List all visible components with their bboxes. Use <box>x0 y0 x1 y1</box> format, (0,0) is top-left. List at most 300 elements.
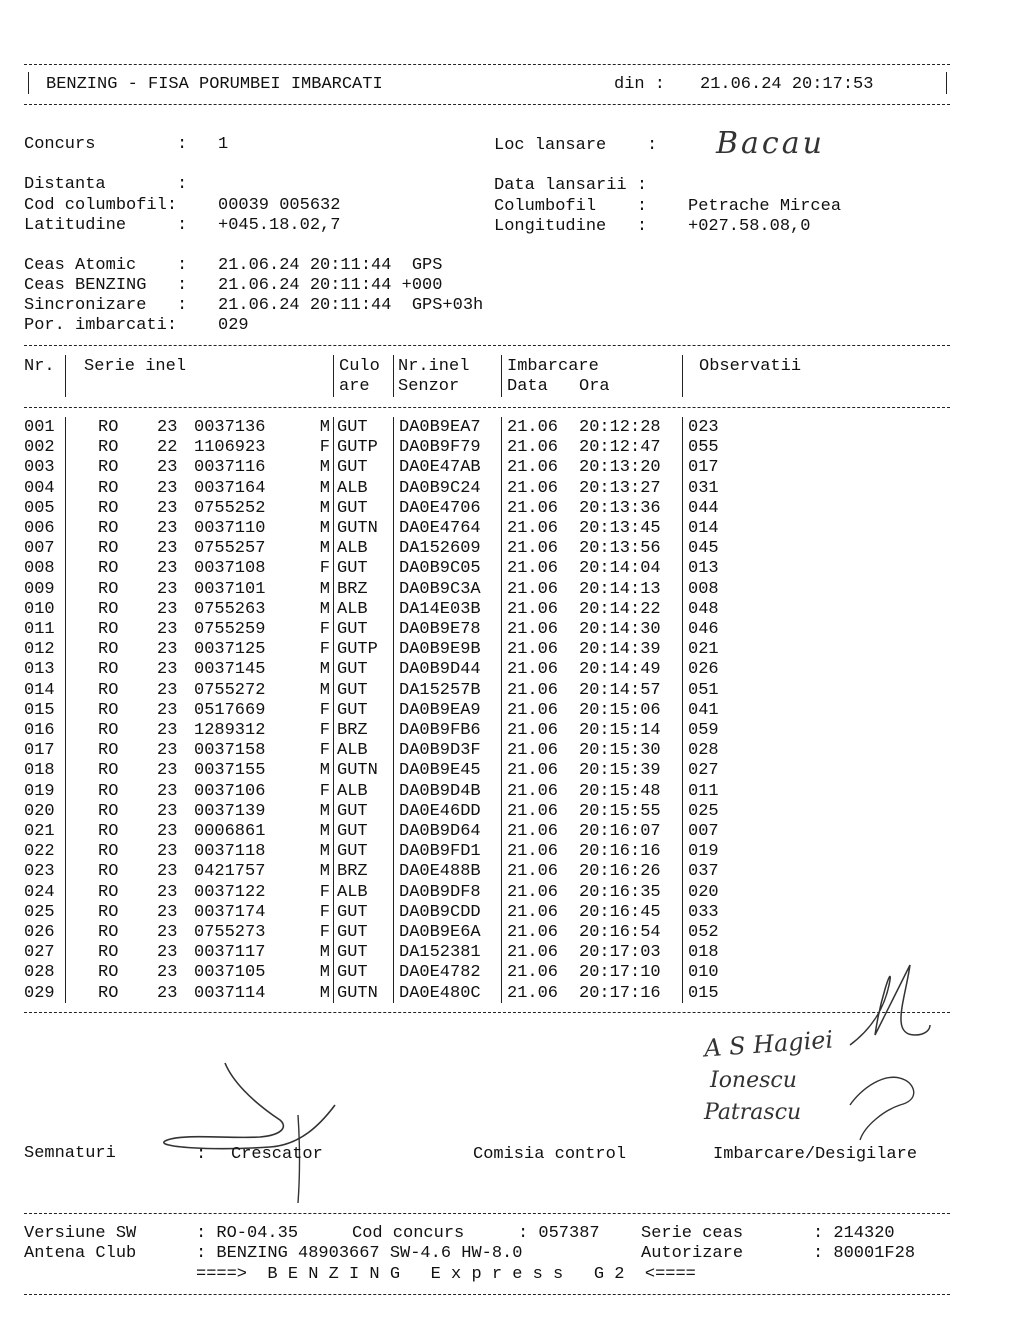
cell-ora: 20:13:36 <box>579 498 661 518</box>
cell-nr: 016 <box>24 721 55 740</box>
cell-obs: 046 <box>688 620 719 639</box>
cell-sex: M <box>319 579 330 599</box>
cell-sex: M <box>319 822 330 841</box>
cell-culoare: GUT <box>337 498 368 518</box>
cell-sex: M <box>319 963 330 983</box>
cell-nr: 011 <box>24 620 55 639</box>
cell-senzor: DA0B9C24 <box>399 478 481 498</box>
cell-obs: 031 <box>688 478 719 498</box>
cell-sex: M <box>319 761 330 781</box>
cell-numar: 0755257 <box>194 539 266 559</box>
versiune-value: : RO-04.35 <box>196 1224 299 1243</box>
cell-ora: 20:15:55 <box>579 801 661 821</box>
cell-numar: 1289312 <box>194 721 266 740</box>
cell-ora: 20:17:16 <box>579 983 661 1003</box>
cod-columbofil-value: 00039 005632 <box>218 196 341 215</box>
cell-sex: M <box>319 519 330 538</box>
cell-an: 23 <box>157 923 178 942</box>
cell-obs: 011 <box>688 781 719 801</box>
header-left-border <box>28 72 29 94</box>
cell-an: 23 <box>157 458 178 478</box>
cell-sex: M <box>319 478 330 498</box>
cell-culoare: GUT <box>337 963 368 983</box>
cell-nr: 002 <box>24 438 55 458</box>
cell-culoare: GUT <box>337 801 368 821</box>
cell-data: 21.06 <box>507 983 559 1003</box>
cod-concurs-label: Cod concurs <box>352 1224 465 1243</box>
cell-culoare: GUT <box>337 842 368 862</box>
cell-tara: RO <box>98 902 119 922</box>
cell-numar: 0037164 <box>194 478 266 498</box>
cell-obs: 007 <box>688 822 719 841</box>
cell-sex: M <box>319 599 330 619</box>
cell-numar: 0517669 <box>194 700 266 720</box>
cell-obs: 052 <box>688 923 719 942</box>
serie-ceas-label: Serie ceas <box>641 1224 744 1243</box>
cell-data: 21.06 <box>507 761 559 781</box>
cell-obs: 013 <box>688 559 719 579</box>
cell-tara: RO <box>98 438 119 458</box>
cell-data: 21.06 <box>507 680 559 700</box>
cell-numar: 0755273 <box>194 923 266 942</box>
table-row <box>24 640 954 660</box>
cell-senzor: DA0B9CDD <box>399 902 481 922</box>
cell-senzor: DA0B9E45 <box>399 761 481 781</box>
cell-an: 23 <box>157 882 178 902</box>
cell-obs: 014 <box>688 519 719 538</box>
cell-senzor: DA0E47AB <box>399 458 481 478</box>
cell-obs: 010 <box>688 963 719 983</box>
cell-an: 23 <box>157 519 178 538</box>
cell-senzor: DA0B9F79 <box>399 438 481 458</box>
body-col-divider <box>65 417 66 1003</box>
cell-tara: RO <box>98 943 119 963</box>
cell-numar: 0037158 <box>194 741 266 761</box>
body-col-divider <box>682 417 683 1003</box>
cell-an: 23 <box>157 741 178 761</box>
cell-obs: 025 <box>688 801 719 821</box>
cell-numar: 0037114 <box>194 983 266 1003</box>
cell-senzor: DA0B9D4B <box>399 781 481 801</box>
cell-ora: 20:16:54 <box>579 923 661 942</box>
cell-culoare: GUT <box>337 822 368 841</box>
cell-tara: RO <box>98 660 119 680</box>
cell-data: 21.06 <box>507 438 559 458</box>
table-row <box>24 458 954 478</box>
cell-tara: RO <box>98 923 119 942</box>
cell-sex: F <box>319 741 330 761</box>
cell-sex: M <box>319 418 330 437</box>
cell-tara: RO <box>98 801 119 821</box>
cell-obs: 048 <box>688 599 719 619</box>
cell-obs: 055 <box>688 438 719 458</box>
handwritten-signature-3: Patrascu <box>704 1100 802 1125</box>
table-header-top-rule <box>24 345 950 346</box>
cell-culoare: GUTP <box>337 640 378 660</box>
din-timestamp: 21.06.24 20:17:53 <box>700 75 874 94</box>
sincronizare-label: Sincronizare : <box>24 296 188 315</box>
cell-senzor: DA152609 <box>399 539 481 559</box>
cell-culoare: GUT <box>337 458 368 478</box>
cell-senzor: DA14E03B <box>399 599 481 619</box>
cell-culoare: GUT <box>337 418 368 437</box>
cell-an: 23 <box>157 902 178 922</box>
cell-obs: 041 <box>688 700 719 720</box>
table-row <box>24 782 954 802</box>
cell-numar: 0037136 <box>194 418 266 437</box>
cell-an: 23 <box>157 721 178 740</box>
cell-tara: RO <box>98 620 119 639</box>
cell-data: 21.06 <box>507 943 559 963</box>
cell-data: 21.06 <box>507 700 559 720</box>
cell-nr: 029 <box>24 983 55 1003</box>
cell-nr: 028 <box>24 963 55 983</box>
concurs-label: Concurs : <box>24 135 188 154</box>
table-row <box>24 701 954 721</box>
cell-obs: 044 <box>688 498 719 518</box>
cell-nr: 010 <box>24 599 55 619</box>
cell-obs: 015 <box>688 983 719 1003</box>
cell-senzor: DA0B9EA7 <box>399 418 481 437</box>
footer-top-rule <box>24 1213 950 1214</box>
cell-ora: 20:13:45 <box>579 519 661 538</box>
cell-ora: 20:12:47 <box>579 438 661 458</box>
cell-ora: 20:15:48 <box>579 781 661 801</box>
cell-senzor: DA0B9D64 <box>399 822 481 841</box>
cell-numar: 0037145 <box>194 660 266 680</box>
ceas-atomic-value: 21.06.24 20:11:44 GPS <box>218 256 443 275</box>
cell-ora: 20:15:14 <box>579 721 661 740</box>
header-top-rule <box>24 64 950 65</box>
cell-data: 21.06 <box>507 923 559 942</box>
cell-sex: M <box>319 680 330 700</box>
serie-ceas-value: : 214320 <box>813 1224 895 1243</box>
header-right-border <box>946 72 947 94</box>
cell-an: 23 <box>157 781 178 801</box>
cell-sex: M <box>319 539 330 559</box>
cell-data: 21.06 <box>507 498 559 518</box>
cell-tara: RO <box>98 741 119 761</box>
cell-nr: 025 <box>24 902 55 922</box>
crescator-label: Crescator <box>231 1145 323 1164</box>
cell-obs: 051 <box>688 680 719 700</box>
din-label: din : <box>614 75 666 94</box>
cell-culoare: GUTN <box>337 519 378 538</box>
cell-sex: F <box>319 620 330 639</box>
cell-tara: RO <box>98 458 119 478</box>
cell-culoare: GUT <box>337 902 368 922</box>
cell-an: 23 <box>157 418 178 437</box>
cell-ora: 20:17:03 <box>579 943 661 963</box>
cell-culoare: ALB <box>337 741 368 761</box>
table-row <box>24 721 954 741</box>
latitudine-value: +045.18.02,7 <box>218 216 341 235</box>
cell-senzor: DA0B9E9B <box>399 640 481 660</box>
cell-an: 23 <box>157 478 178 498</box>
cell-nr: 026 <box>24 923 55 942</box>
cell-tara: RO <box>98 559 119 579</box>
cell-data: 21.06 <box>507 902 559 922</box>
cell-culoare: GUT <box>337 923 368 942</box>
cell-ora: 20:14:49 <box>579 660 661 680</box>
cell-culoare: GUTP <box>337 438 378 458</box>
crescator-signature <box>150 1055 350 1205</box>
body-col-divider <box>333 417 334 1003</box>
cell-an: 23 <box>157 963 178 983</box>
semnaturi-colon: : <box>196 1145 207 1164</box>
cell-culoare: GUT <box>337 620 368 639</box>
cell-data: 21.06 <box>507 741 559 761</box>
table-row <box>24 802 954 822</box>
cell-senzor: DA0E488B <box>399 862 481 882</box>
sincronizare-value: 21.06.24 20:11:44 GPS+03h <box>218 296 484 315</box>
cell-numar: 0037116 <box>194 458 266 478</box>
cell-data: 21.06 <box>507 539 559 559</box>
cell-nr: 021 <box>24 822 55 841</box>
cell-numar: 0037106 <box>194 781 266 801</box>
table-row <box>24 559 954 579</box>
cell-data: 21.06 <box>507 599 559 619</box>
cell-data: 21.06 <box>507 660 559 680</box>
table-row <box>24 539 954 559</box>
header-col-divider <box>333 355 334 397</box>
cell-nr: 008 <box>24 559 55 579</box>
data-lansarii-label: Data lansarii : <box>494 176 648 195</box>
cell-tara: RO <box>98 721 119 740</box>
cell-tara: RO <box>98 478 119 498</box>
cell-sex: M <box>319 458 330 478</box>
versiune-label: Versiune SW <box>24 1224 137 1243</box>
cell-numar: 0037117 <box>194 943 266 963</box>
cell-nr: 024 <box>24 882 55 902</box>
cell-culoare: GUT <box>337 700 368 720</box>
cell-culoare: GUT <box>337 680 368 700</box>
cell-nr: 004 <box>24 478 55 498</box>
cell-nr: 003 <box>24 458 55 478</box>
cell-sex: M <box>319 801 330 821</box>
table-row <box>24 862 954 882</box>
cell-data: 21.06 <box>507 721 559 740</box>
cell-tara: RO <box>98 781 119 801</box>
cell-sex: M <box>319 842 330 862</box>
cell-nr: 015 <box>24 700 55 720</box>
cell-senzor: DA0B9E6A <box>399 923 481 942</box>
cell-ora: 20:15:06 <box>579 700 661 720</box>
table-row <box>24 842 954 862</box>
cell-senzor: DA0E46DD <box>399 801 481 821</box>
cell-nr: 019 <box>24 781 55 801</box>
cell-senzor: DA0B9D3F <box>399 741 481 761</box>
concurs-value: 1 <box>218 135 229 154</box>
loc-lansare-label: Loc lansare : <box>494 136 658 155</box>
cell-nr: 009 <box>24 579 55 599</box>
cell-ora: 20:16:26 <box>579 862 661 882</box>
cell-obs: 021 <box>688 640 719 660</box>
cell-data: 21.06 <box>507 620 559 639</box>
cell-data: 21.06 <box>507 963 559 983</box>
cell-an: 23 <box>157 620 178 639</box>
cell-an: 23 <box>157 498 178 518</box>
latitudine-label: Latitudine : <box>24 216 188 235</box>
cell-nr: 007 <box>24 539 55 559</box>
cell-an: 23 <box>157 640 178 660</box>
cell-senzor: DA0B9C3A <box>399 579 481 599</box>
cell-tara: RO <box>98 963 119 983</box>
cell-numar: 0755259 <box>194 620 266 639</box>
cell-culoare: ALB <box>337 882 368 902</box>
cell-data: 21.06 <box>507 862 559 882</box>
table-row <box>24 600 954 620</box>
header-col-divider <box>393 355 394 397</box>
cell-numar: 0755263 <box>194 599 266 619</box>
cell-nr: 023 <box>24 862 55 882</box>
cell-numar: 0037139 <box>194 801 266 821</box>
cell-nr: 020 <box>24 801 55 821</box>
cell-numar: 0755252 <box>194 498 266 518</box>
col-header-observatii: Observatii <box>699 357 802 376</box>
longitudine-value: +027.58.08,0 <box>688 217 811 236</box>
cell-an: 23 <box>157 943 178 963</box>
cell-nr: 022 <box>24 842 55 862</box>
cell-sex: M <box>319 943 330 963</box>
cell-senzor: DA15257B <box>399 680 481 700</box>
cell-sex: F <box>319 438 330 458</box>
table-row <box>24 741 954 761</box>
cell-sex: M <box>319 498 330 518</box>
cell-senzor: DA0E4764 <box>399 519 481 538</box>
cell-sex: F <box>319 923 330 942</box>
cell-culoare: BRZ <box>337 721 368 740</box>
autorizare-label: Autorizare <box>641 1244 744 1263</box>
cell-ora: 20:13:20 <box>579 458 661 478</box>
col-header-ora: Ora <box>579 377 610 396</box>
ceas-atomic-label: Ceas Atomic : <box>24 256 188 275</box>
cell-tara: RO <box>98 842 119 862</box>
cell-numar: 1106923 <box>194 438 266 458</box>
por-imbarcati-value: 029 <box>218 316 249 335</box>
semnaturi-label: Semnaturi <box>24 1144 116 1163</box>
cell-nr: 017 <box>24 741 55 761</box>
cell-numar: 0037101 <box>194 579 266 599</box>
footer-bottom-rule <box>24 1294 950 1295</box>
table-row <box>24 681 954 701</box>
table-row <box>24 903 954 923</box>
cell-ora: 20:14:57 <box>579 680 661 700</box>
cell-an: 23 <box>157 539 178 559</box>
cell-senzor: DA0B9E78 <box>399 620 481 639</box>
cell-senzor: DA0E4706 <box>399 498 481 518</box>
table-row <box>24 479 954 499</box>
col-header-culo: Culo <box>339 357 380 376</box>
antena-club-label: Antena Club <box>24 1244 137 1263</box>
cell-ora: 20:13:27 <box>579 478 661 498</box>
cell-sex: F <box>319 700 330 720</box>
col-header-data: Data <box>507 377 548 396</box>
header-col-divider <box>501 355 502 397</box>
cell-obs: 017 <box>688 458 719 478</box>
cell-obs: 019 <box>688 842 719 862</box>
cell-ora: 20:16:45 <box>579 902 661 922</box>
por-imbarcati-label: Por. imbarcati: <box>24 316 178 335</box>
cell-senzor: DA0B9DF8 <box>399 882 481 902</box>
cell-numar: 0421757 <box>194 862 266 882</box>
cell-data: 21.06 <box>507 640 559 660</box>
cell-obs: 037 <box>688 862 719 882</box>
cell-tara: RO <box>98 822 119 841</box>
cell-ora: 20:13:56 <box>579 539 661 559</box>
cell-numar: 0755272 <box>194 680 266 700</box>
cell-obs: 028 <box>688 741 719 761</box>
cell-sex: F <box>319 721 330 740</box>
cell-numar: 0037118 <box>194 842 266 862</box>
cell-senzor: DA0E4782 <box>399 963 481 983</box>
table-row <box>24 438 954 458</box>
cell-ora: 20:14:04 <box>579 559 661 579</box>
cell-data: 21.06 <box>507 781 559 801</box>
table-row <box>24 660 954 680</box>
cell-senzor: DA0B9C05 <box>399 559 481 579</box>
col-header-nr: Nr. <box>24 357 55 376</box>
cell-data: 21.06 <box>507 882 559 902</box>
header-col-divider <box>682 355 683 397</box>
ceas-benzing-value: 21.06.24 20:11:44 +000 <box>218 276 443 295</box>
cell-senzor: DA0B9FB6 <box>399 721 481 740</box>
cell-culoare: GUTN <box>337 761 378 781</box>
cell-obs: 033 <box>688 902 719 922</box>
cell-an: 23 <box>157 700 178 720</box>
autorizare-value: : 80001F28 <box>813 1244 916 1263</box>
cell-culoare: GUT <box>337 660 368 680</box>
header-col-divider <box>65 355 66 397</box>
cell-an: 23 <box>157 761 178 781</box>
cell-culoare: ALB <box>337 781 368 801</box>
cell-culoare: ALB <box>337 599 368 619</box>
cell-culoare: ALB <box>337 539 368 559</box>
cell-numar: 0037155 <box>194 761 266 781</box>
cell-an: 23 <box>157 842 178 862</box>
cell-an: 23 <box>157 680 178 700</box>
cell-sex: F <box>319 640 330 660</box>
cell-obs: 020 <box>688 882 719 902</box>
cell-an: 23 <box>157 579 178 599</box>
cell-numar: 0037122 <box>194 882 266 902</box>
body-col-divider <box>501 417 502 1003</box>
cell-data: 21.06 <box>507 458 559 478</box>
cell-nr: 012 <box>24 640 55 660</box>
cell-ora: 20:17:10 <box>579 963 661 983</box>
cell-senzor: DA0B9D44 <box>399 660 481 680</box>
cell-sex: F <box>319 902 330 922</box>
table-row <box>24 499 954 519</box>
cell-culoare: ALB <box>337 478 368 498</box>
cell-an: 23 <box>157 983 178 1003</box>
cell-nr: 014 <box>24 680 55 700</box>
cell-ora: 20:14:39 <box>579 640 661 660</box>
cell-tara: RO <box>98 680 119 700</box>
table-header-bottom-rule <box>24 407 950 408</box>
distanta-label: Distanta : <box>24 175 188 194</box>
cell-data: 21.06 <box>507 579 559 599</box>
comisia-control-label: Comisia control <box>473 1145 627 1164</box>
cell-tara: RO <box>98 579 119 599</box>
cell-an: 23 <box>157 660 178 680</box>
handwritten-signature-2: Ionescu <box>710 1068 797 1093</box>
cell-sex: F <box>319 882 330 902</box>
cell-ora: 20:16:07 <box>579 822 661 841</box>
cell-an: 23 <box>157 559 178 579</box>
col-header-imbarcare: Imbarcare <box>507 357 599 376</box>
imbarcare-desigilare-label: Imbarcare/Desigilare <box>713 1145 918 1164</box>
